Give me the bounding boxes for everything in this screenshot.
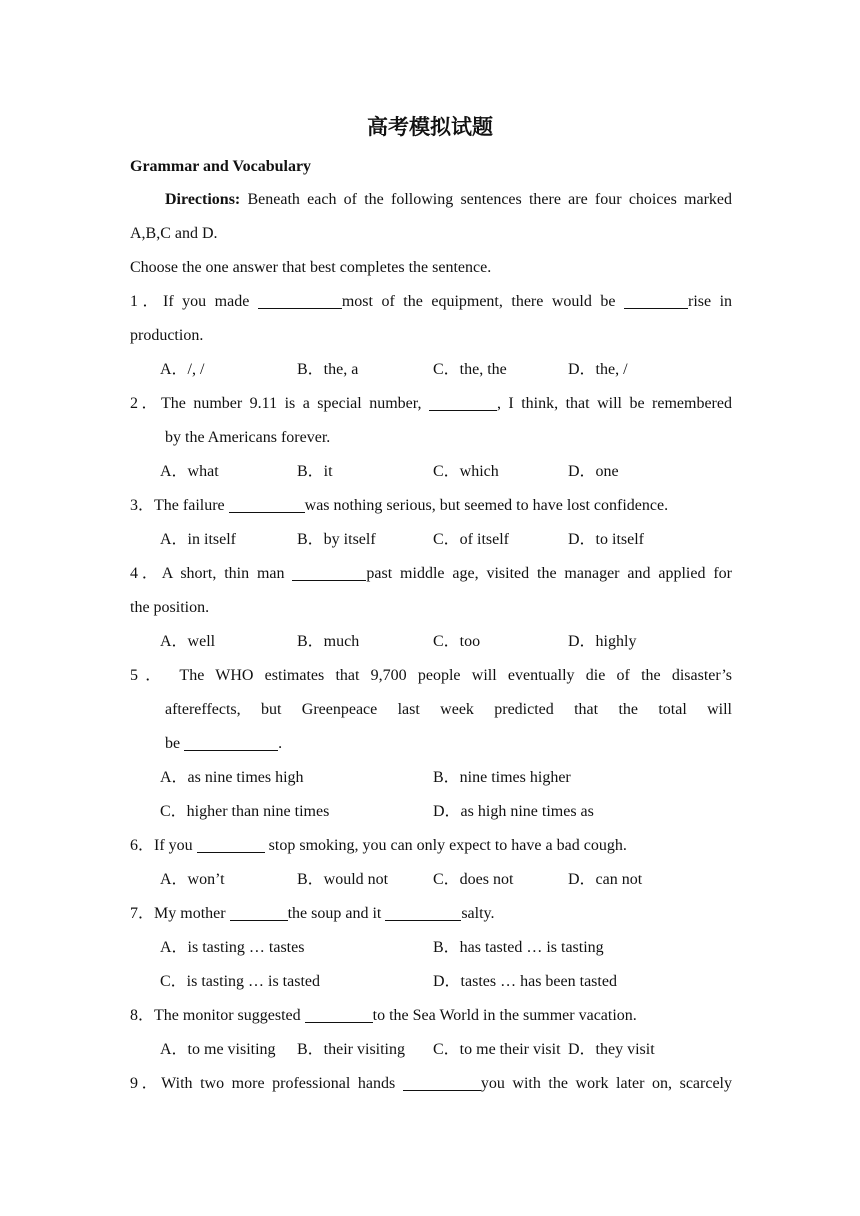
question-5-cont: aftereffects, but Greenpeace last week predicted that the total will bbox=[165, 701, 732, 718]
option-a: A．to me visiting bbox=[160, 1041, 276, 1058]
question-3-options bbox=[160, 528, 740, 552]
answer-blank bbox=[429, 394, 497, 411]
answer-blank bbox=[197, 836, 265, 853]
option-c: C．too bbox=[433, 633, 481, 650]
option-d: D．they visit bbox=[568, 1041, 655, 1058]
directions-line-1: Directions: Beneath each of the following sentences there are four choices marked bbox=[165, 191, 732, 208]
option-d: D．tastes … has been tasted bbox=[433, 973, 617, 990]
question-5-options-row-2 bbox=[160, 800, 740, 824]
option-d: D．to itself bbox=[568, 531, 644, 548]
question-1-options bbox=[160, 358, 740, 382]
answer-blank bbox=[258, 292, 342, 309]
option-b: B．by itself bbox=[297, 531, 376, 548]
question-8: 8．The monitor suggested to the Sea World in the summer vacation. bbox=[130, 1007, 637, 1024]
option-a: A．/, / bbox=[160, 361, 205, 378]
question-5-options-row-1 bbox=[160, 766, 740, 790]
question-7: 7．My mother the soup and it salty. bbox=[130, 905, 495, 922]
option-a: A．in itself bbox=[160, 531, 236, 548]
question-3: 3．The failure was nothing serious, but seemed to have lost confidence. bbox=[130, 497, 669, 514]
option-d: D．one bbox=[568, 463, 619, 480]
option-d: D．the, / bbox=[568, 361, 628, 378]
question-4-options bbox=[160, 630, 740, 654]
option-b: B．would not bbox=[297, 871, 389, 888]
option-c: C．which bbox=[433, 463, 499, 480]
option-a: A．as nine times high bbox=[160, 769, 304, 786]
directions-line-2: A,B,C and D. bbox=[130, 225, 218, 242]
option-b: B．the, a bbox=[297, 361, 359, 378]
option-a: A．is tasting … tastes bbox=[160, 939, 305, 956]
answer-blank bbox=[385, 904, 461, 921]
question-4-cont: the position. bbox=[130, 599, 210, 616]
directions-label: Directions: bbox=[165, 191, 241, 208]
question-1: 1．If you made most of the equipment, there would be rise in bbox=[130, 293, 733, 310]
question-2: 2．The number 9.11 is a special number, , I think, that will be remembered bbox=[130, 395, 732, 412]
answer-blank bbox=[229, 496, 305, 513]
answer-blank bbox=[184, 734, 278, 751]
question-5: 5． The WHO estimates that 9,700 people will eventually die of the disaster’s bbox=[130, 667, 732, 684]
question-9: 9．With two more professional hands you with the work later on, scarcely bbox=[130, 1075, 732, 1092]
section-heading: Grammar and Vocabulary bbox=[130, 158, 312, 175]
option-c: C．is tasting … is tasted bbox=[160, 973, 321, 990]
question-4: 4．A short, thin man past middle age, visited the manager and applied for bbox=[130, 565, 732, 582]
option-b: B．much bbox=[297, 633, 360, 650]
option-c: C．higher than nine times bbox=[160, 803, 330, 820]
option-d: D．highly bbox=[568, 633, 637, 650]
answer-blank bbox=[624, 292, 688, 309]
answer-blank bbox=[292, 564, 366, 581]
option-a: A．what bbox=[160, 463, 219, 480]
question-2-cont: by the Americans forever. bbox=[165, 429, 331, 446]
option-d: D．can not bbox=[568, 871, 643, 888]
question-6: 6．If you stop smoking, you can only expect to have a bad cough. bbox=[130, 837, 627, 854]
option-b: B．has tasted … is tasting bbox=[433, 939, 604, 956]
question-8-options bbox=[160, 1038, 740, 1062]
question-7-options-row-1 bbox=[160, 936, 740, 960]
question-5-cont-2: be . bbox=[165, 735, 283, 752]
option-b: B．it bbox=[297, 463, 333, 480]
option-c: C．the, the bbox=[433, 361, 507, 378]
option-c: C．of itself bbox=[433, 531, 509, 548]
answer-blank bbox=[305, 1006, 373, 1023]
option-d: D．as high nine times as bbox=[433, 803, 594, 820]
answer-blank bbox=[403, 1074, 481, 1091]
question-6-options bbox=[160, 868, 740, 892]
option-b: B．their visiting bbox=[297, 1041, 406, 1058]
question-7-options-row-2 bbox=[160, 970, 740, 994]
option-a: A．well bbox=[160, 633, 216, 650]
option-c: C．does not bbox=[433, 871, 514, 888]
page-title: 高考模拟试题 bbox=[367, 115, 493, 139]
option-a: A．won’t bbox=[160, 871, 225, 888]
directions-line-3: Choose the one answer that best completes the sentence. bbox=[130, 259, 492, 276]
question-1-cont: production. bbox=[130, 327, 204, 344]
question-2-options bbox=[160, 460, 740, 484]
answer-blank bbox=[230, 904, 288, 921]
option-b: B．nine times higher bbox=[433, 769, 571, 786]
option-c: C．to me their visit bbox=[433, 1041, 561, 1058]
